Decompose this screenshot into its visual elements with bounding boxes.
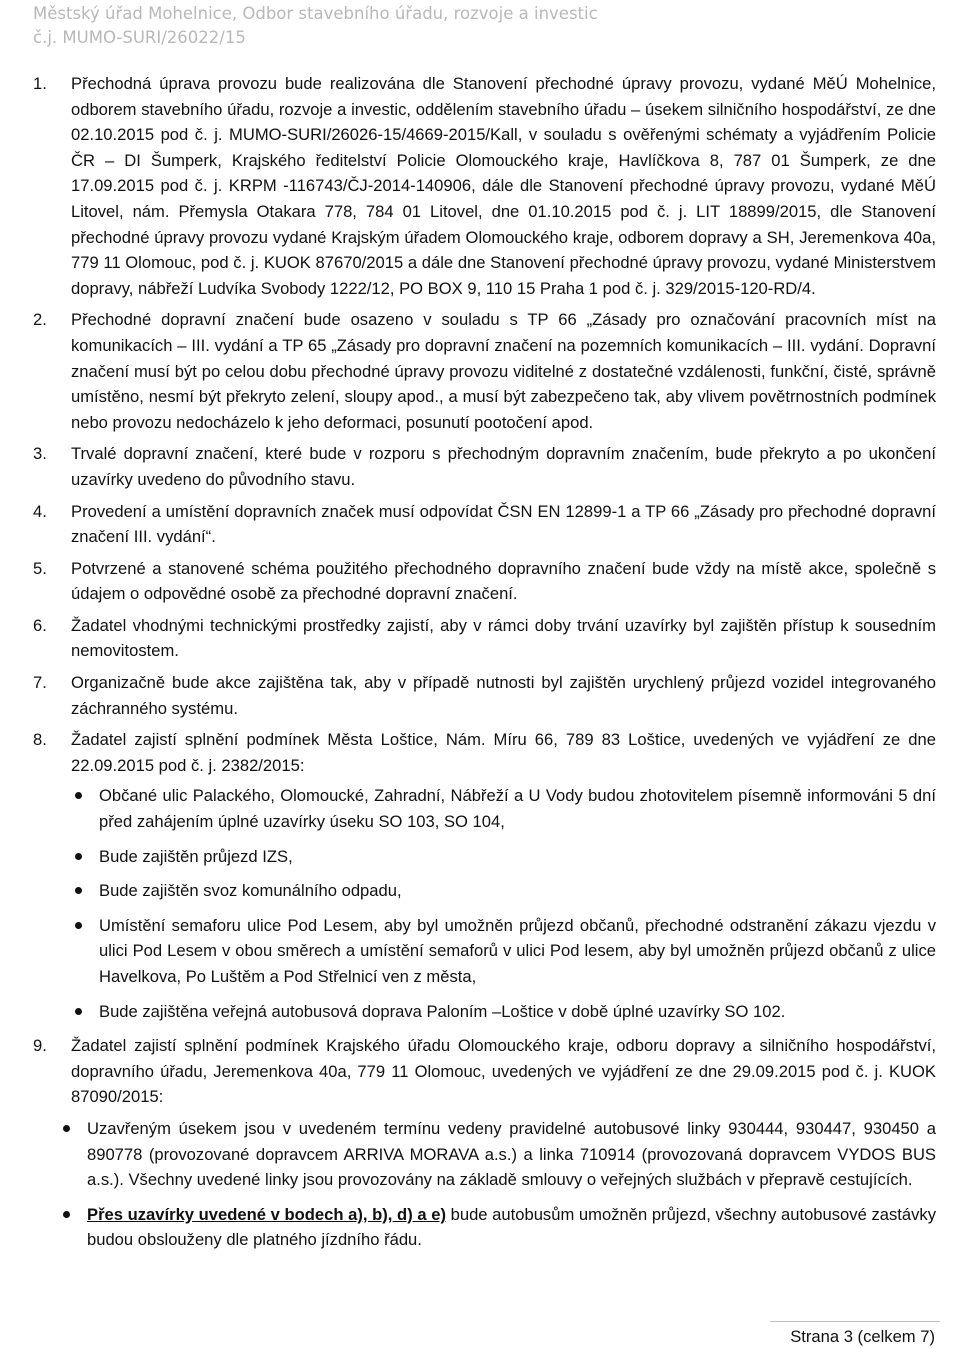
item-number: 6.: [33, 615, 47, 635]
list-item: Bude zajištěn průjezd IZS,: [71, 844, 936, 870]
item-number: 8.: [33, 730, 47, 750]
condition-item-2: [33, 307, 936, 435]
condition-item-4: [33, 499, 936, 550]
item-number: 1.: [33, 74, 47, 93]
list-item-text: bude autobusům umožněn průjezd, všechny autobusové zastávky budou obslouženy dle platného jízdního řádu.: [87, 1204, 936, 1250]
document-body: [33, 71, 936, 1262]
document-header: [33, 2, 598, 50]
item-text: Provedení a umístění dopravních značek musí odpovídat ČSN EN 12899-1 a TP 66 „Zásady pro přechodné dopravní značení III. vydání“.: [71, 501, 936, 547]
item-text: Potvrzené a stanovené schéma použitého přechodného dopravního značení bude vždy na místě akce, společně s údajem o odpovědné osobě za přechodné dopravní značení.: [71, 558, 936, 604]
item-8-bullet-list: [71, 783, 936, 1024]
condition-item-8: [33, 727, 936, 1024]
condition-item-3: [33, 441, 936, 492]
item-text: Žadatel zajistí splnění podmínek Krajského úřadu Olomouckého kraje, odboru dopravy a silničního hospodářství, dopravního úřadu, Jeremenkova 40a, 779 11 Olomouc, uvedených ve vyjádření ze dne 29.09.2015 pod č. j. KUOK 87090/2015:: [71, 1036, 936, 1107]
item-number: 2.: [33, 310, 47, 330]
item-text: Přechodné dopravní značení bude osazeno v souladu s TP 66 „Zásady pro označování pracovních míst na komunikacích – III. vydání a TP 65 „Zásady pro dopravní značení na pozemních komunikacích – III. vydání. Dopravní značení musí být po celou dobu přechodné úpravy provozu viditelné z dostatečné vzdálenosti, funkční, čisté, správně umístěno, nesmí být překryto zelení, sloupy apod., a musí být zabezpečeno tak, aby vlivem povětrnostních podmínek nebo provozu nedocházelo k jeho deformaci, posunutí pootočení apod.: [71, 310, 936, 432]
condition-item-7: [33, 670, 936, 721]
list-item: Občané ulic Palackého, Olomoucké, Zahradní, Nábřeží a U Vody budou zhotovitelem písemně informováni 5 dní před zahájením úplné uzavírky úseku SO 103, SO 104,: [71, 783, 936, 834]
list-item: Bude zajištěn svoz komunálního odpadu,: [71, 878, 936, 904]
condition-item-1: [33, 71, 936, 301]
item-text: Žadatel zajistí splnění podmínek Města Loštice, Nám. Míru 66, 789 83 Loštice, uvedených ve vyjádření ze dne 22.09.2015 pod č. j. 2382/2015:: [71, 730, 936, 775]
list-item: Umístění semaforu ulice Pod Lesem, aby byl umožněn průjezd občanů, přechodné odstranění zákazu vjezdu v ulici Pod Lesem v obou směrech a umístění semaforů v ulici Pod lesem, aby byl umožněn průjezd občanů z ulice Havelkova, Po Luštěm a Pod Střelnicí ven z města,: [71, 913, 936, 990]
bold-underlined-text: Přes uzavírky uvedené v bodech a), b), d) a e): [87, 1204, 446, 1224]
item-number: 3.: [33, 444, 47, 464]
header-office: Městský úřad Mohelnice, Odbor stavebního úřadu, rozvoje a investic: [33, 4, 598, 23]
footer-divider: [770, 1321, 940, 1322]
condition-item-5: [33, 556, 936, 607]
list-item: [33, 1202, 936, 1253]
item-text: Trvalé dopravní značení, které bude v rozporu s přechodným dopravním značením, bude překryto a po ukončení uzavírky uvedeno do původního stavu.: [71, 444, 936, 489]
item-9-bullet-list: [33, 1116, 936, 1253]
item-number: 5.: [33, 558, 47, 578]
item-text: Přechodná úprava provozu bude realizována dle Stanovení přechodné úpravy provozu, vydané MěÚ Mohelnice, odborem stavebního úřadu, rozvoje a investic, oddělením stavebního úřadu – úsekem silničního hospodářství, ze dne 02.10.2015 pod č. j. MUMO-SURI/26026-15/4669-2015/Kall, v souladu s ověřenými schématy a vyjádřením Policie ČR – DI Šumperk, Krajského ředitelství Policie Olomouckého kraje, Havlíčkova 8, 787 01 Šumperk, ze dne 17.09.2015 pod č. j. KRPM -116743/ČJ-2014-140906, dále dle Stanovení přechodné úpravy provozu, vydané MěÚ Litovel, nám. Přemysla Otakara 778, 784 01 Litovel, dne 01.10.2015 pod č. j. LIT 18899/2015, dle Stanovení přechodné úpravy provozu vydané Krajským úřadem Olomouckého kraje, odborem dopravy a SH, Jeremenkova 40a, 779 11 Olomouc, pod č. j. KUOK 87670/2015 a dále dne Stanovení přechodné úpravy provozu, vydané Ministerstvem dopravy, nábřeží Ludvíka Svobody 1222/12, PO BOX 9, 110 15 Praha 1 pod č. j. 329/2015-120-RD/4.: [71, 74, 936, 298]
item-number: 4.: [33, 501, 47, 521]
condition-item-9: [33, 1033, 936, 1110]
item-text: Žadatel vhodnými technickými prostředky zajistí, aby v rámci doby trvání uzavírky byl zajištěn přístup k sousedním nemovitostem.: [71, 615, 936, 661]
item-text: Organizačně bude akce zajištěna tak, aby v případě nutnosti byl zajištěn urychlený průjezd vozidel integrovaného záchranného systému.: [71, 673, 936, 718]
item-number: 7.: [33, 673, 47, 693]
header-reference: č.j. MUMO-SURI/26022/15: [33, 28, 246, 47]
page-number: Strana 3 (celkem 7): [790, 1327, 935, 1346]
list-item: Uzavřeným úsekem jsou v uvedeném termínu vedeny pravidelné autobusové linky 930444, 930447, 930450 a 890778 (provozované dopravcem ARRIVA MORAVA a.s.) a linka 710914 (provozovaná dopravcem VYDOS BUS a.s.). Všechny uvedené linky jsou provozovány na základě smlouvy o veřejných službách v přepravě cestujících.: [33, 1116, 936, 1193]
list-item: Bude zajištěna veřejná autobusová doprava Paloním –Loštice v době úplné uzavírky SO 102.: [71, 999, 936, 1025]
condition-item-6: [33, 613, 936, 664]
item-number: 9.: [33, 1036, 47, 1056]
